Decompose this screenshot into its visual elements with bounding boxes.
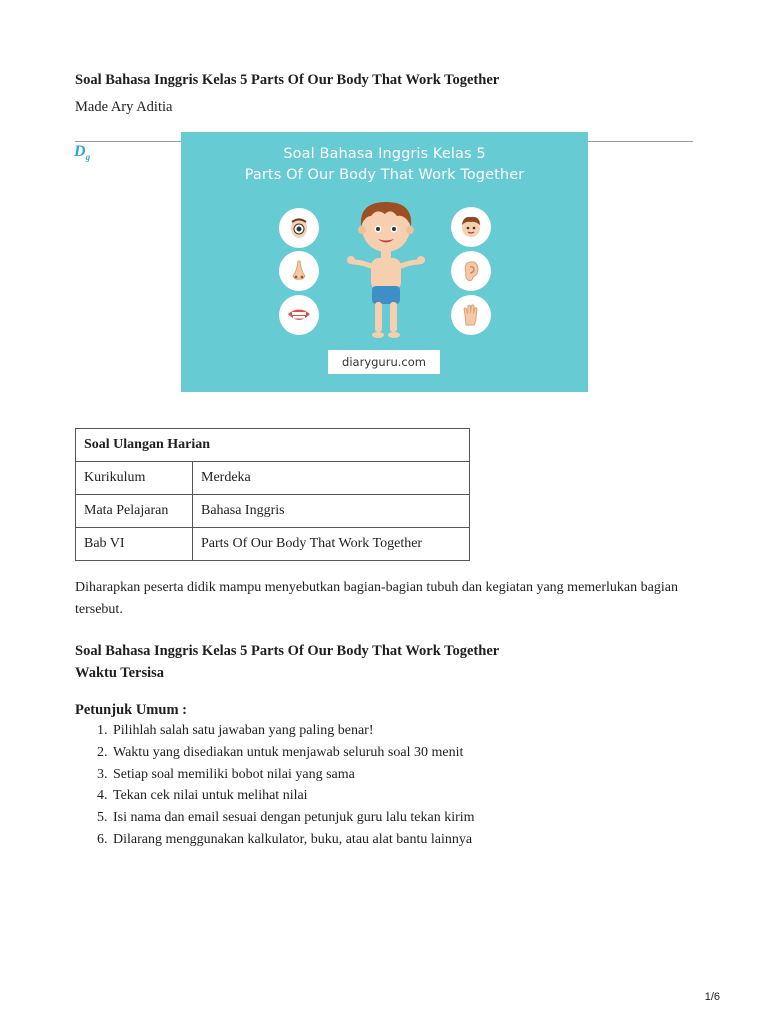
ear-icon	[451, 251, 491, 291]
document-title: Soal Bahasa Inggris Kelas 5 Parts Of Our Body That Work Together	[75, 72, 500, 88]
instructions-heading: Petunjuk Umum :	[75, 702, 187, 718]
page-number: 1/6	[704, 991, 720, 1003]
mouth-icon	[279, 295, 319, 335]
list-item: 5. Isi nama dan email sesuai dengan petunjuk guru lalu tekan kirim	[111, 807, 475, 829]
instructions-list	[75, 720, 475, 851]
intro-paragraph: Diharapkan peserta didik mampu menyebutkan bagian-bagian tubuh dan kegiatan yang memerlukan bagian tersebut.	[75, 580, 678, 617]
nose-icon	[279, 251, 319, 291]
table-value-cell: Bahasa Inggris	[193, 495, 470, 528]
hand-icon	[451, 295, 491, 335]
author-name: Made Ary Aditia	[75, 99, 173, 115]
site-logo[interactable]	[74, 143, 90, 162]
eye-icon	[279, 208, 319, 248]
table-value-cell: Merdeka	[193, 462, 470, 495]
banner-url-box: diaryguru.com	[328, 350, 440, 374]
list-item: 1. Pilihlah salah satu jawaban yang paling benar!	[111, 720, 475, 742]
timer-label: Waktu Tersisa	[75, 665, 165, 681]
logo-sub-letter: g	[85, 152, 91, 163]
table-row	[76, 528, 470, 561]
exam-info-table	[75, 428, 470, 561]
table-header-cell: Soal Ulangan Harian	[76, 429, 470, 462]
list-item: 4. Tekan cek nilai untuk melihat nilai	[111, 785, 475, 807]
table-row	[76, 462, 470, 495]
article-banner-image	[181, 132, 588, 392]
banner-title-line1: Soal Bahasa Inggris Kelas 5	[283, 146, 486, 162]
table-label-cell: Mata Pelajaran	[76, 495, 193, 528]
table-header-row	[76, 429, 470, 462]
quiz-title: Soal Bahasa Inggris Kelas 5 Parts Of Our Body That Work Together	[75, 643, 500, 659]
logo-letter: D	[74, 143, 86, 160]
list-item: 2. Waktu yang disediakan untuk menjawab seluruh soal 30 menit	[111, 742, 475, 764]
table-row	[76, 495, 470, 528]
child-illustration	[341, 196, 431, 346]
list-item: 3. Setiap soal memiliki bobot nilai yang sama	[111, 764, 475, 786]
table-label-cell: Kurikulum	[76, 462, 193, 495]
list-item: 6. Dilarang menggunakan kalkulator, buku, atau alat bantu lainnya	[111, 829, 475, 851]
banner-title-line2: Parts Of Our Body That Work Together	[244, 167, 525, 183]
head-icon	[451, 207, 491, 247]
table-label-cell: Bab VI	[76, 528, 193, 561]
table-value-cell: Parts Of Our Body That Work Together	[193, 528, 470, 561]
